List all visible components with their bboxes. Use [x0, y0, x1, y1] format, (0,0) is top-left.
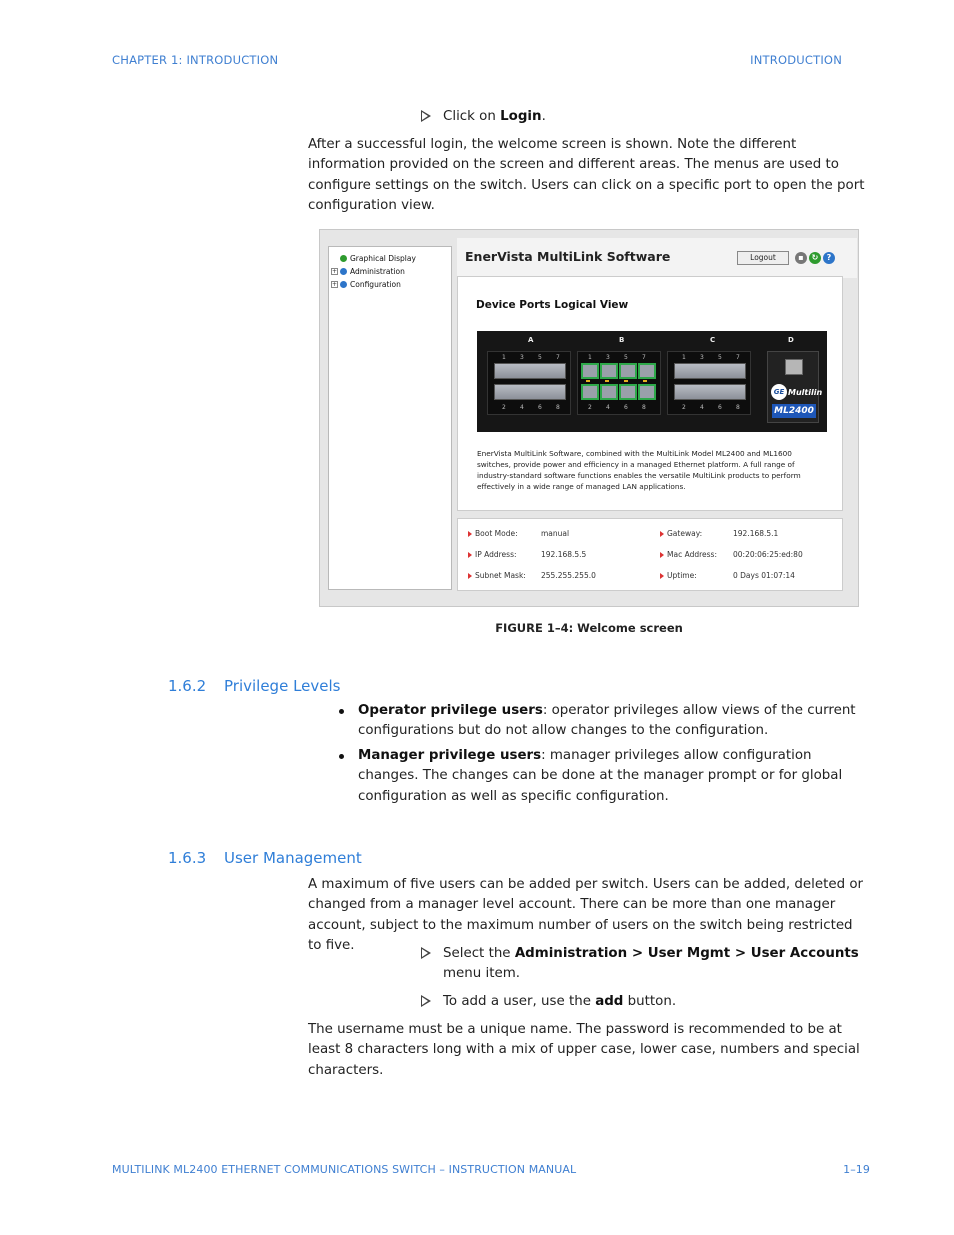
port-b1[interactable]: [581, 363, 599, 379]
port-d1[interactable]: [785, 359, 803, 375]
running-header-section: INTRODUCTION: [750, 53, 842, 67]
port-b3[interactable]: [600, 363, 618, 379]
folder-icon: [340, 281, 347, 288]
port-block-bottom[interactable]: [494, 384, 566, 400]
running-header-chapter: CHAPTER 1: INTRODUCTION: [112, 53, 279, 67]
port-block-top[interactable]: [674, 363, 746, 379]
port-group-c[interactable]: 1 3 5 7 2 4 6 8: [667, 351, 751, 415]
refresh-icon[interactable]: ↻: [809, 252, 821, 264]
info-boot-mode: Boot Mode: manual: [468, 529, 569, 538]
port-b8[interactable]: [638, 384, 656, 400]
product-description: EnerVista MultiLink Software, combined with the MultiLink Model ML2400 and ML1600 switches, provide power and efficiency in a managed Ethernet platform. A full range of industry-standard software functions enables the versatile MultiLink products to perform effectively in a wide range of managed LAN applications.: [477, 449, 801, 491]
step-triangle-icon: [421, 995, 431, 1007]
footer-page-number: 1–19: [843, 1163, 870, 1176]
bullet-arrow-icon: [468, 573, 472, 579]
group-label-c: C: [710, 336, 716, 344]
port-b7[interactable]: [638, 363, 656, 379]
menu-path-label: Administration > User Mgmt > User Accounts: [514, 946, 859, 961]
device-info-panel: [457, 518, 843, 591]
port-b6[interactable]: [619, 384, 637, 400]
nav-tree-panel: [328, 246, 452, 590]
link-led: [586, 380, 590, 382]
section-heading-user-management: 1.6.3 User Management: [168, 849, 362, 867]
info-gateway: Gateway: 192.168.5.1: [660, 529, 778, 538]
device-front-panel: [477, 331, 827, 432]
section-heading-privilege-levels: 1.6.2 Privilege Levels: [168, 677, 341, 695]
ge-logo: GE: [771, 384, 787, 400]
info-ip-address: IP Address: 192.168.5.5: [468, 550, 586, 559]
login-label: Login: [500, 109, 542, 124]
group-label-a: A: [528, 336, 534, 344]
port-b4[interactable]: [600, 384, 618, 400]
brand-label: Multilin: [788, 388, 823, 397]
port-b5[interactable]: [619, 363, 637, 379]
info-uptime: Uptime: 0 Days 01:07:14: [660, 571, 795, 580]
port-block-top[interactable]: [494, 363, 566, 379]
step-click-login: Click on Login.: [421, 107, 861, 127]
bullet-dot-icon: [339, 709, 344, 714]
port-group-a[interactable]: 1 3 5 7 2 4 6 8: [487, 351, 571, 415]
card-title: Device Ports Logical View: [476, 299, 629, 311]
bullet-arrow-icon: [468, 552, 472, 558]
footer-manual-title: MULTILINK ML2400 ETHERNET COMMUNICATIONS SWITCH – INSTRUCTION MANUAL: [112, 1163, 577, 1176]
info-subnet-mask: Subnet Mask: 255.255.255.0: [468, 571, 596, 580]
port-group-d[interactable]: [767, 351, 823, 423]
step-triangle-icon: [421, 947, 431, 959]
step-triangle-icon: [421, 110, 431, 122]
intro-paragraph: After a successful login, the welcome screen is shown. Note the different information provided on the screen and different areas. The menus are used to configure settings on the switch. Users can click on a specific port to open the port configuration view.: [308, 137, 865, 213]
add-button-label: add: [595, 994, 624, 1009]
expand-icon[interactable]: +: [332, 268, 338, 275]
username-paragraph: The username must be a unique name. The password is recommended to be at least 8 characters long with a mix of upper case, lower case, numbers and special characters.: [308, 1022, 860, 1078]
nav-item-graphical-display[interactable]: Graphical Display: [331, 254, 416, 263]
app-toolbar: [457, 238, 857, 278]
group-label-b: B: [619, 336, 625, 344]
step-add-user: To add a user, use the add button.: [421, 992, 861, 1012]
bullet-arrow-icon: [660, 552, 664, 558]
step-select-user-accounts: Select the Administration > User Mgmt > User Accounts menu item.: [421, 944, 861, 985]
bullet-dot-icon: [339, 754, 344, 759]
port-block-bottom[interactable]: [674, 384, 746, 400]
bullet-arrow-icon: [660, 573, 664, 579]
model-badge: ML2400: [772, 404, 816, 418]
print-icon[interactable]: ▪: [795, 252, 807, 264]
info-mac-address: Mac Address: 00:20:06:25:ed:80: [660, 550, 803, 559]
app-title: EnerVista MultiLink Software: [465, 249, 671, 264]
device-ports-card: [457, 276, 843, 511]
help-icon[interactable]: ?: [823, 252, 835, 264]
link-led: [624, 380, 628, 382]
port-group-b[interactable]: 1 3 5 7 2 4 6 8: [577, 351, 661, 415]
bullet-arrow-icon: [660, 531, 664, 537]
expand-icon[interactable]: +: [332, 281, 338, 288]
welcome-screen-figure: [319, 229, 859, 607]
folder-icon: [340, 268, 347, 275]
user-management-paragraph: A maximum of five users can be added per switch. Users can be added, deleted or changed from a manager level account. There can be more than one manager account, subject to the maximum number of users on the switch being restricted to five.: [308, 877, 864, 953]
group-label-d: D: [788, 336, 794, 344]
link-led: [605, 380, 609, 382]
logout-button[interactable]: Logout: [737, 251, 789, 265]
status-icon: [340, 255, 347, 262]
bullet-operator-privilege: Operator privilege users: operator privileges allow views of the current configurations but do not allow changes to the configuration.: [338, 701, 870, 742]
port-b2[interactable]: [581, 384, 599, 400]
figure-caption: FIGURE 1–4: Welcome screen: [495, 621, 683, 635]
bullet-arrow-icon: [468, 531, 472, 537]
link-led: [643, 380, 647, 382]
nav-item-administration[interactable]: + Administration: [332, 267, 405, 276]
bullet-manager-privilege: Manager privilege users: manager privileges allow configuration changes. The changes can be done at the manager prompt or for global configuration as well as specific configuration.: [338, 746, 870, 807]
nav-item-configuration[interactable]: + Configuration: [332, 280, 401, 289]
